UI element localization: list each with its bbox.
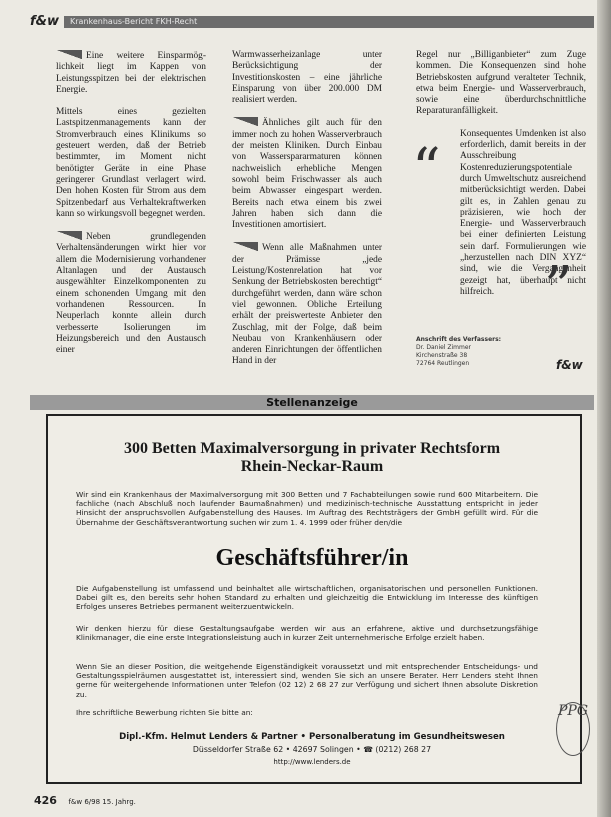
ad-para1: Die Aufgabenstellung ist umfassend und beinhaltet alle wirtschaftlichen, organisatorischen und personellen Funktionen. Dabei gilt es, den bereits sehr hohen Standard zu erhalten und gleichzeitig die Entwicklung im Interesse des künftigen Erfolges unseres Betriebes permanent weiterzuentwickeln. [76,584,538,612]
close-quote-icon: ” [544,255,573,320]
pag-logo: PPG [556,702,590,756]
footer-logo: f&w [556,358,583,372]
ad-company: Dipl.-Kfm. Helmut Lenders & Partner • Personalberatung im Gesundheitswesen [119,732,505,742]
col1-para2: Mittels eines gezielten Lastspitzenmanagements kann der Stromverbrauch eines Klinikums so gesteuert werden, daß der Betrieb bestimmter, im Moment nicht benötigter Geräte in eine Phase geringerer Grundlast verlagert wird. Den hohen Kosten für Strom aus dem Spitzenbedarf aus Verhaltekraftwerken kann so wirkungsvoll begegnet werden. [56,107,206,219]
col2-para3: Wenn alle Maßnahmen unter der Prämisse „jede Leistung/Kostenrelation hat vor Senkung der Betriebskosten berechtigt“ durchgeführt werden, dann wäre schon viel gewonnen. Obliche Erteilung erhält der preiswerteste Anbieter den Zuschlag, mit der Folge, daß beim Neubau von Krankenhäusern oder anderen Einrichtungen der öffentlichen Hand in der [232,243,382,367]
author-label: Anschrift des Verfassers: [416,336,502,343]
article-column-1 [56,50,206,367]
page-number: 426 [34,794,57,807]
ad-url[interactable]: http://www.lenders.de [273,758,351,766]
ad-title-line1: 300 Betten Maximalversorgung in privater Rechtsform [123,440,501,457]
page-edge [597,0,611,817]
col2-para1: Warmwasserheizanlage unter Berücksichtigung der Investitionskosten – eine jährliche Einsparung von über 200.000 DM realisiert werden. [232,50,382,106]
section-title: Stellenanzeige [266,396,358,409]
col3-para1: Regel nur „Billiganbieter“ zum Zuge kommen. Die Konsequenzen sind hohe Betriebskosten aufgrund veralteter Technik, etwa beim Energie- und Wasserverbrauch, sowie eine überdurchschnittliche Reparaturanfälligkeit. [416,50,586,117]
header-section: Krankenhaus-Bericht FKH-Recht [70,17,198,26]
wedge-icon [232,242,258,251]
col3-para2: Konsequentes Umdenken ist also erforderlich, damit bereits in der Ausschreibung Kostenreduzierungspotentiale durch Umweltschutz ausreichend mitberücksichtigt werden. Dabei gilt es, in Zahlen genau zu präzisieren, wie hoch der Energie- und Wasserverbrauch bei einer definierten Leistung sein darf. Formulierungen wie „herzustellen nach DIN XYZ“ sind, wie die Vergangenheit gezeigt hat, überhaupt nicht hilfreich. [460,128,586,297]
author-name: Dr. Daniel Zimmer [416,344,472,351]
open-quote-icon: “ [412,137,441,202]
page-footer [34,794,136,807]
ad-title-line2: Rhein-Neckar-Raum [240,458,384,475]
author-block [416,336,501,368]
author-city: 72764 Reutlingen [416,360,470,367]
wedge-icon [56,231,82,240]
article-column-2 [232,50,382,379]
ad-job-title: Geschäftsführer/in [215,545,409,571]
wedge-icon [56,50,82,59]
col2-para2: Ähnliches gilt auch für den immer noch zu hohen Wasserverbrauch der meisten Kliniken. Durch Einbau von Wasserspararmaturen können nachweislich erhebliche Mengen sowohl beim Frischwasser als auch beim Abwasser eingespart werden. Bereits nach etwa einem bis zwei Jahren haben sich dann die Investitionen amortisiert. [232,118,382,231]
ad-title [46,440,578,476]
author-street: Kirchenstraße 38 [416,352,468,359]
ad-para2: Wir denken hierzu für diese Gestaltungsaufgabe werden wir aus an erfahrene, aktive und durchsetzungsfähige Klinikmanager, die eine erste Integrationsleistung auch in kurzer Zeit unternehmerische Erfolge erzielt haben. [76,624,538,643]
header-logo: f&w [30,14,60,29]
ad-intro: Wir sind ein Krankenhaus der Maximalversorgung mit 300 Betten und 7 Fachabteilungen sowie rund 600 Mitarbeitern. Die fachliche (nach Abschluß noch laufender Baumaßnahmen) und medizinisch-technische Ausstattung entspricht in jeder Hinsicht der anspruchsvollen Aufgabenstellung des Hauses. Im Auftrag des Rechtsträgers der GmbH gefüllt wird. Für die Übernahme der Geschäftsverantwortung suchen wir zum 1. 4. 1999 oder früher den/die [76,490,538,527]
ad-address: Düsseldorfer Straße 62 • 42697 Solingen • ☎ (0212) 268 27 [192,745,432,754]
ad-para3: Wenn Sie an dieser Position, die weitgehende Eigenständigkeit voraussetzt und mit entsprechender Entscheidungs- und Gestaltungsspielräumen ausgestattet ist, interessiert sind, wenden Sie sich an unsere Berater. Herr Lenders steht Ihnen gerne für weitergehende Informationen unter Telefon (02 12) 2 68 27 zur Verfügung und sichert Ihnen absolute Diskretion zu. [76,662,538,699]
col1-para3: Neben grundlegenden Verhaltensänderungen wirkt hier vor allem die Modernisierung vorhandener Altanlagen und der Austausch ausgewählter Einzelkomponenten zu einem schonenden Umgang mit den vorhandenen Ressourcen. In Neuperlach konnte allein durch verbesserte Isolierungen im Heizungsbereich und den Austausch einer [56,232,206,356]
ad-para4: Ihre schriftliche Bewerbung richten Sie bitte an: [76,708,253,717]
wedge-icon [232,117,258,126]
col1-para1: Eine weitere Einsparmög-lichkeit liegt im Kappen von Leistungsspitzen bei der elektrischen Energie. [56,51,206,95]
issue-info: f&w 6/98 15. Jahrg. [68,798,136,806]
